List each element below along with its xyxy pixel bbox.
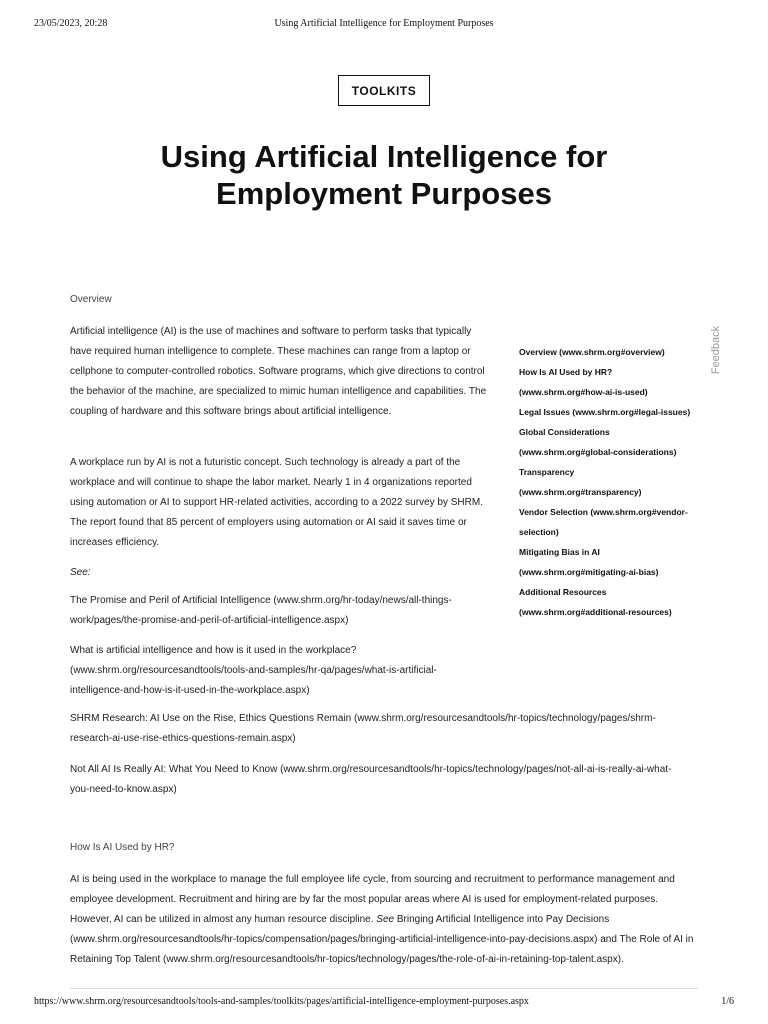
toc-item-legal-issues[interactable]: Legal Issues (www.shrm.org#legal-issues) <box>519 407 691 417</box>
page-title-line-2: Employment Purposes <box>216 176 552 211</box>
hr-section-paragraph <box>70 870 698 970</box>
feedback-tab[interactable] <box>706 322 726 378</box>
hr-paragraph-links[interactable]: Bringing Artificial Intelligence into Pay Decisions (www.shrm.org/resourcesandtools/hr-topics/compensation/pages/bringing-artificial-intelligence-into-pay-decisions.aspx) and The Role of AI in Retaining Top Talent (www.shrm.org/resourcesandtools/hr-topics/technology/pages/the-role-of-ai-in-retaining-top-talent.aspx). <box>70 914 694 965</box>
page-title-line-1: Using Artificial Intelligence for <box>160 139 608 174</box>
hr-see-label: See <box>376 914 395 925</box>
link-promise-and-peril[interactable]: The Promise and Peril of Artificial Intelligence (www.shrm.org/hr-today/news/all-things-work/pages/the-promise-and-peril-of-artificial-intelligence.aspx) <box>70 595 452 626</box>
print-header <box>34 18 734 30</box>
print-page-number: 1/6 <box>721 996 734 1007</box>
see-label-text: See: <box>70 567 91 578</box>
toc-item-mitigating-bias[interactable]: Mitigating Bias in AI (www.shrm.org#mitigating-ai-bias) <box>519 547 659 577</box>
toc-item-additional-resources[interactable]: Additional Resources (www.shrm.org#additional-resources) <box>519 587 672 617</box>
print-datetime: 23/05/2023, 20:28 <box>34 18 108 29</box>
link-not-all-ai[interactable]: Not All AI Is Really AI: What You Need to Know (www.shrm.org/resourcesandtools/hr-topics/technology/pages/not-all-ai-is-really-ai-what-you-need-to-know.aspx) <box>70 764 672 795</box>
overview-paragraph-1: Artificial intelligence (AI) is the use of machines and software to perform tasks that typically have required human intelligence to complete. These machines can range from a laptop or cellphone to computer-controlled robotics. Software programs, which give directions to control the behavior of the machine, are specialized to mimic human intelligence and capabilities. The coupling of hardware and this software brings about artificial intelligence. <box>70 326 487 417</box>
print-footer-url: https://www.shrm.org/resourcesandtools/tools-and-samples/toolkits/pages/artificial-intelligence-employment-purposes.aspx <box>34 996 529 1007</box>
toc-item-global-considerations[interactable]: Global Considerations (www.shrm.org#global-considerations) <box>519 427 677 457</box>
toc-item-vendor-selection[interactable]: Vendor Selection (www.shrm.org#vendor-selection) <box>519 507 688 537</box>
overview-paragraph-2: A workplace run by AI is not a futuristic concept. Such technology is already a part of the workplace and will continue to shape the labor market. Nearly 1 in 4 organizations reported using automation or AI to support HR-related activities, according to a 2022 survey by SHRM. The report found that 85 percent of employers using automation or AI said it saves time or increases efficiency. <box>70 457 483 548</box>
toc-item-overview[interactable]: Overview (www.shrm.org#overview) <box>519 347 665 357</box>
page-title <box>84 138 684 212</box>
feedback-label: Feedback <box>710 325 722 375</box>
see-label <box>70 563 488 583</box>
print-page-title: Using Artificial Intelligence for Employment Purposes <box>274 18 494 29</box>
hr-section-heading: How Is AI Used by HR? <box>70 842 175 853</box>
table-of-contents <box>519 342 694 622</box>
link-what-is-ai[interactable]: What is artificial intelligence and how is it used in the workplace? (www.shrm.org/resourcesandtools/tools-and-samples/hr-qa/pages/what-is-artificial-intelligence-and-how-is-it-used-in-the-workplace.aspx) <box>70 645 437 696</box>
toc-item-transparency[interactable]: Transparency (www.shrm.org#transparency) <box>519 467 642 497</box>
print-footer <box>34 996 734 1008</box>
footer-divider <box>70 988 698 989</box>
toolkits-badge[interactable]: TOOLKITS <box>338 75 430 106</box>
link-shrm-research-ai-use[interactable]: SHRM Research: AI Use on the Rise, Ethics Questions Remain (www.shrm.org/resourcesandtools/hr-topics/technology/pages/shrm-research-ai-use-rise-ethics-questions-remain.aspx) <box>70 713 656 744</box>
overview-heading: Overview <box>70 294 112 305</box>
hr-paragraph-text: AI is being used in the workplace to manage the full employee life cycle, from sourcing and recruitment to performance management and employee development. Recruitment and hiring are by far the most popular areas where AI is used for employment-related purposes. However, AI can be utilized in almost any human resource discipline. <box>70 874 675 925</box>
toc-item-how-ai-is-used[interactable]: How Is AI Used by HR? (www.shrm.org#how-ai-is-used) <box>519 367 648 397</box>
